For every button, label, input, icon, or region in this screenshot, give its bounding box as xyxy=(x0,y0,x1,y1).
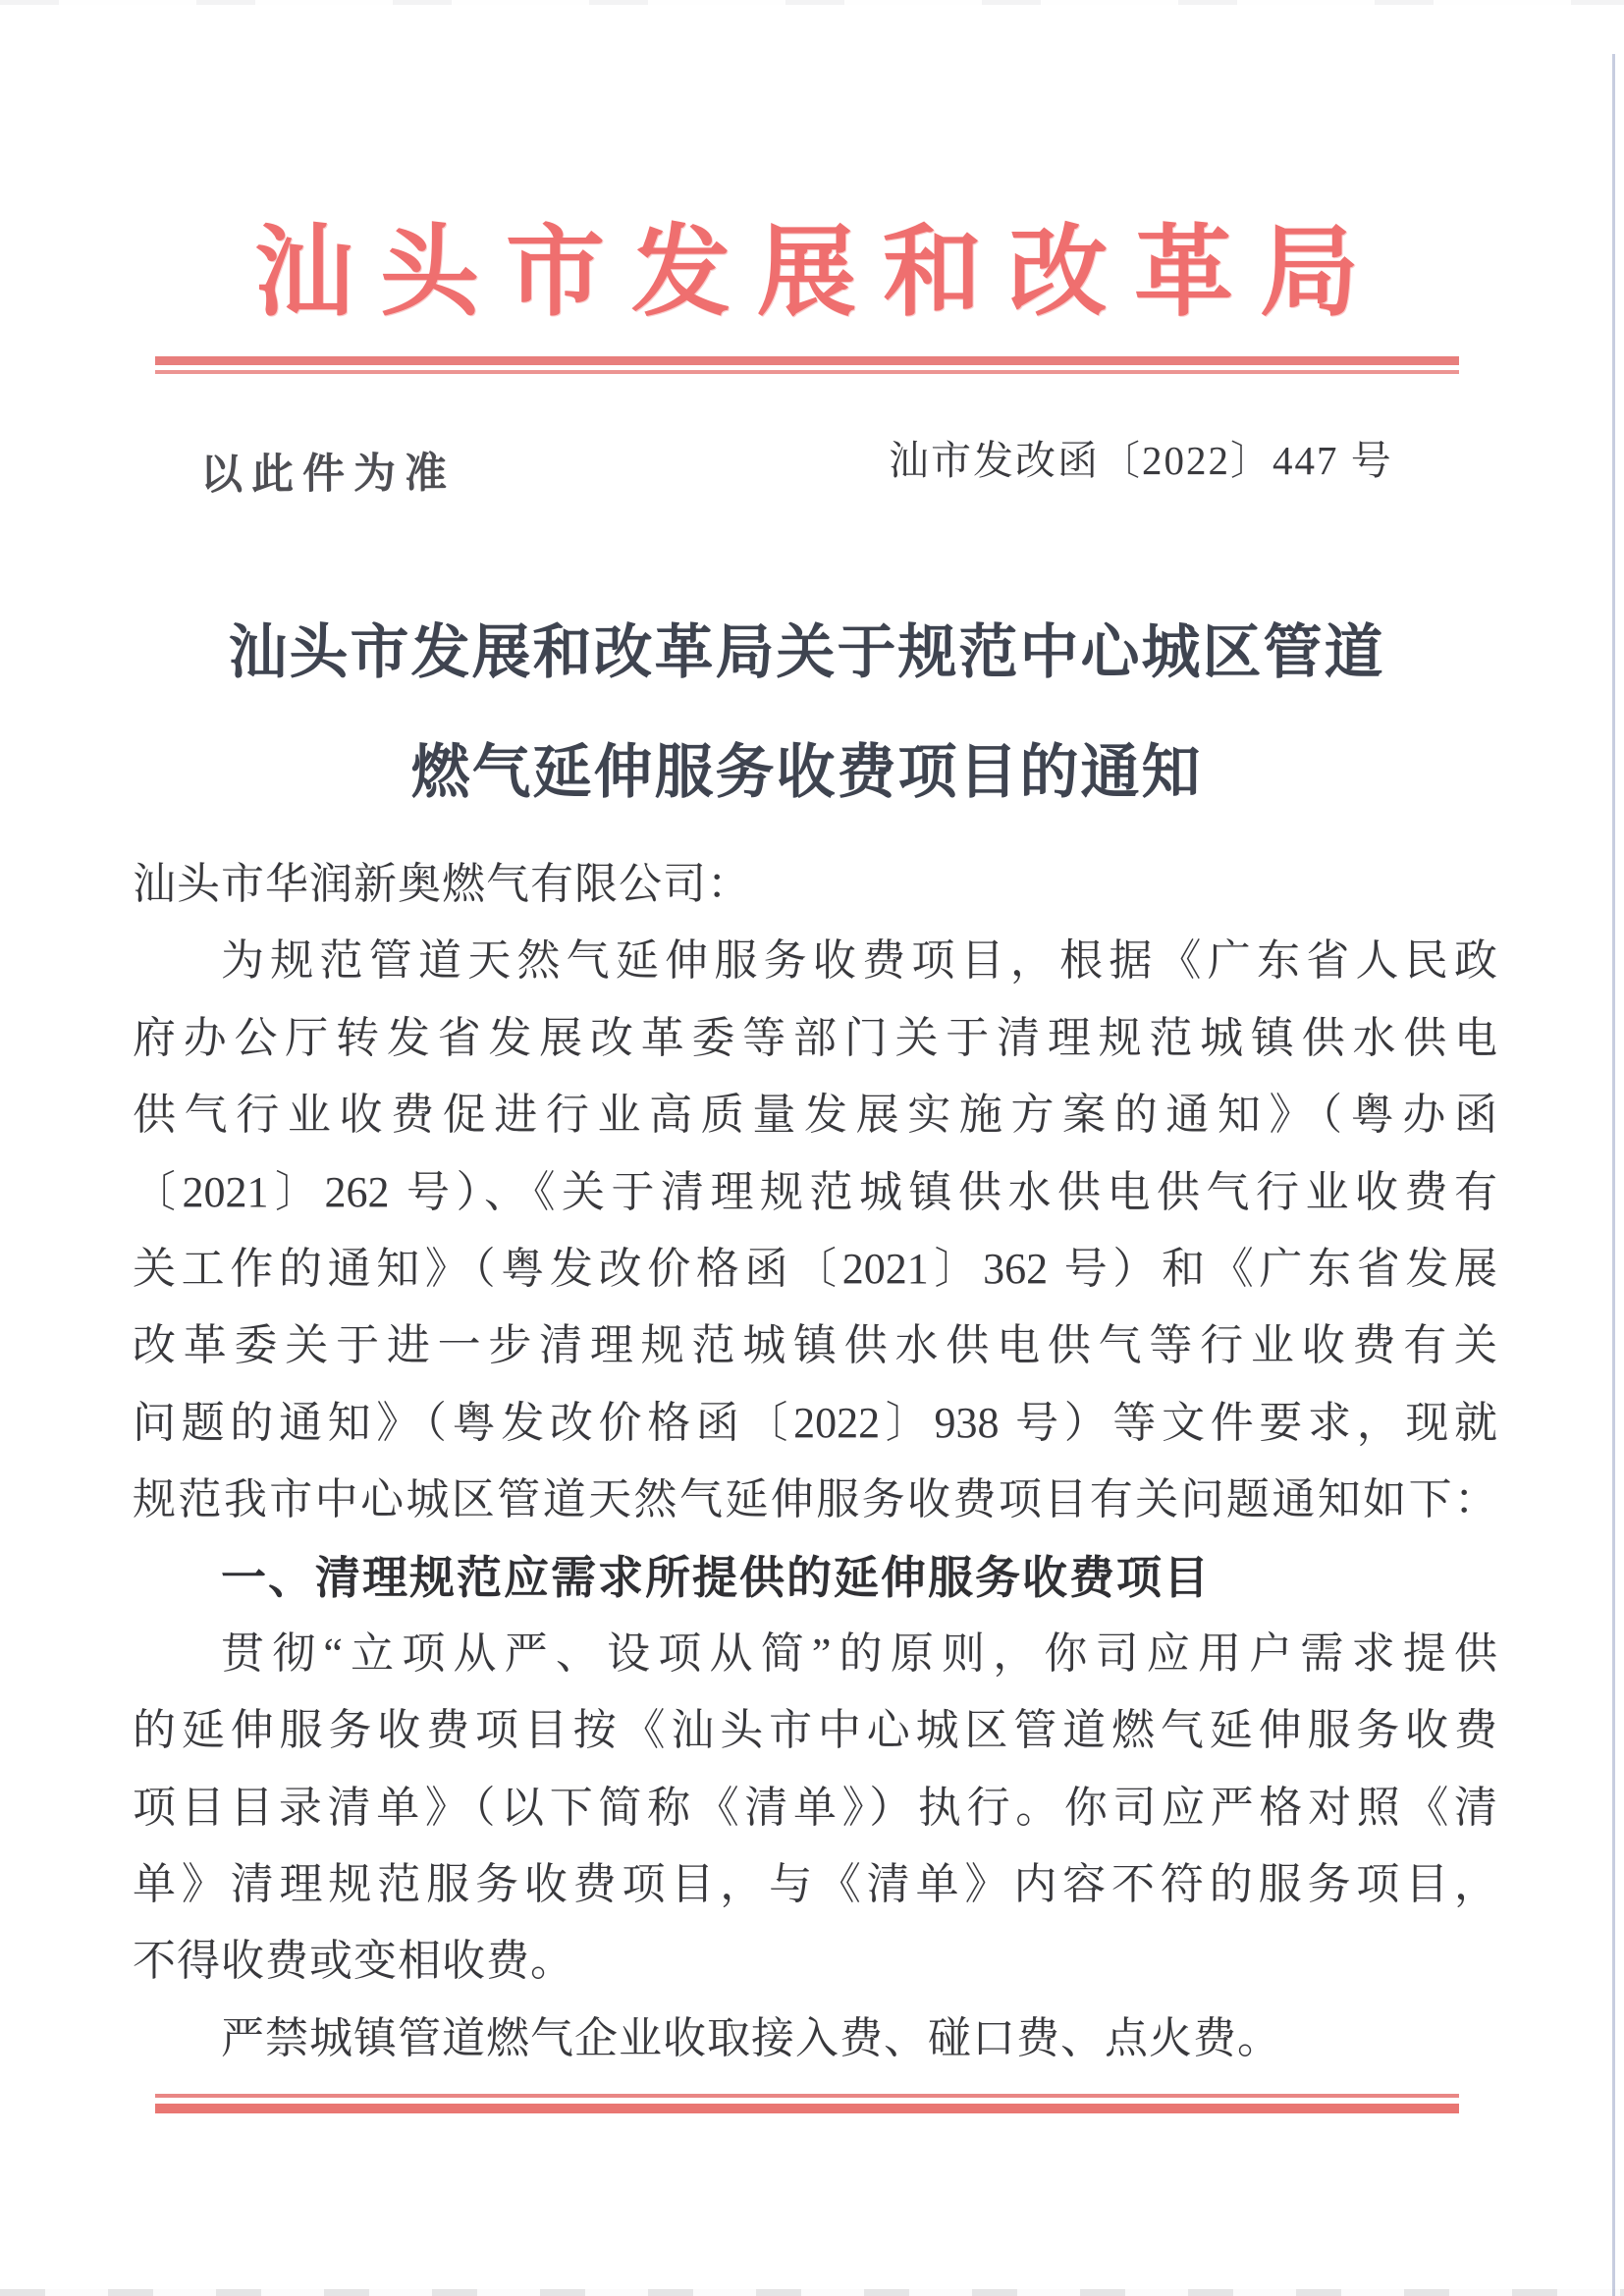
body-line: 问题的通知》（粤发改价格函〔2022〕938 号）等文件要求，现就 xyxy=(133,1398,1497,1447)
body-line: 项目目录清单》（以下简称《清单》）执行。你司应严格对照《清 xyxy=(133,1783,1497,1832)
document-number: 汕市发改函〔2022〕447 号 xyxy=(889,438,1393,483)
section-heading: 一、清理规范应需求所提供的延伸服务收费项目 xyxy=(221,1551,1211,1603)
document-title xyxy=(155,593,1458,832)
document-body xyxy=(133,846,1497,2077)
body-line: 改革委关于进一步清理规范城镇供水供电供气等行业收费有关 xyxy=(133,1321,1497,1370)
scan-artifact-top-edge xyxy=(0,0,1624,5)
body-line: 〔2021〕262 号）、《关于清理规范城镇供水供电供气行业收费有 xyxy=(133,1167,1497,1216)
body-line: 关工作的通知》（粤发改价格函〔2021〕362 号）和《广东省发展 xyxy=(133,1244,1497,1293)
scan-artifact-bottom-edge xyxy=(0,2289,1624,2296)
body-line: 汕头市华润新奥燃气有限公司： xyxy=(133,860,751,908)
body-line: 严禁城镇管道燃气企业收取接入费、碰口费、点火费。 xyxy=(221,2013,1281,2062)
footer-rule-thick xyxy=(155,2104,1459,2113)
footer-rule-thin xyxy=(155,2094,1459,2098)
body-line: 府办公厅转发省发展改革委等部门关于清理规范城镇供水供电 xyxy=(133,1013,1497,1062)
body-line: 规范我市中心城区管道天然气延伸服务收费项目有关问题通知如下： xyxy=(133,1475,1497,1524)
body-line: 贯彻“立项从严、设项从简”的原则，你司应用户需求提供 xyxy=(221,1629,1497,1678)
letterhead-rule-thick xyxy=(155,356,1459,365)
body-line: 不得收费或变相收费。 xyxy=(133,1937,574,1986)
body-line: 供气行业收费促进行业高质量发展实施方案的通知》（粤办函 xyxy=(133,1091,1497,1140)
agency-letterhead: 汕头市发展和改革局 xyxy=(253,218,1385,328)
body-line: 的延伸服务收费项目按《汕头市中心城区管道燃气延伸服务收费 xyxy=(133,1706,1497,1755)
scan-artifact-right-edge xyxy=(1612,54,1615,2296)
validity-annotation: 以此件为准 xyxy=(199,450,457,499)
document-title-line2: 燃气延伸服务收费项目的通知 xyxy=(410,740,1203,805)
body-line: 为规范管道天然气延伸服务收费项目，根据《广东省人民政 xyxy=(221,936,1497,986)
document-title-line1: 汕头市发展和改革局关于规范中心城区管道 xyxy=(228,620,1385,685)
letterhead-rule-thin xyxy=(155,370,1459,374)
body-line: 单》清理规范服务收费项目，与《清单》内容不符的服务项目， xyxy=(133,1860,1497,1909)
